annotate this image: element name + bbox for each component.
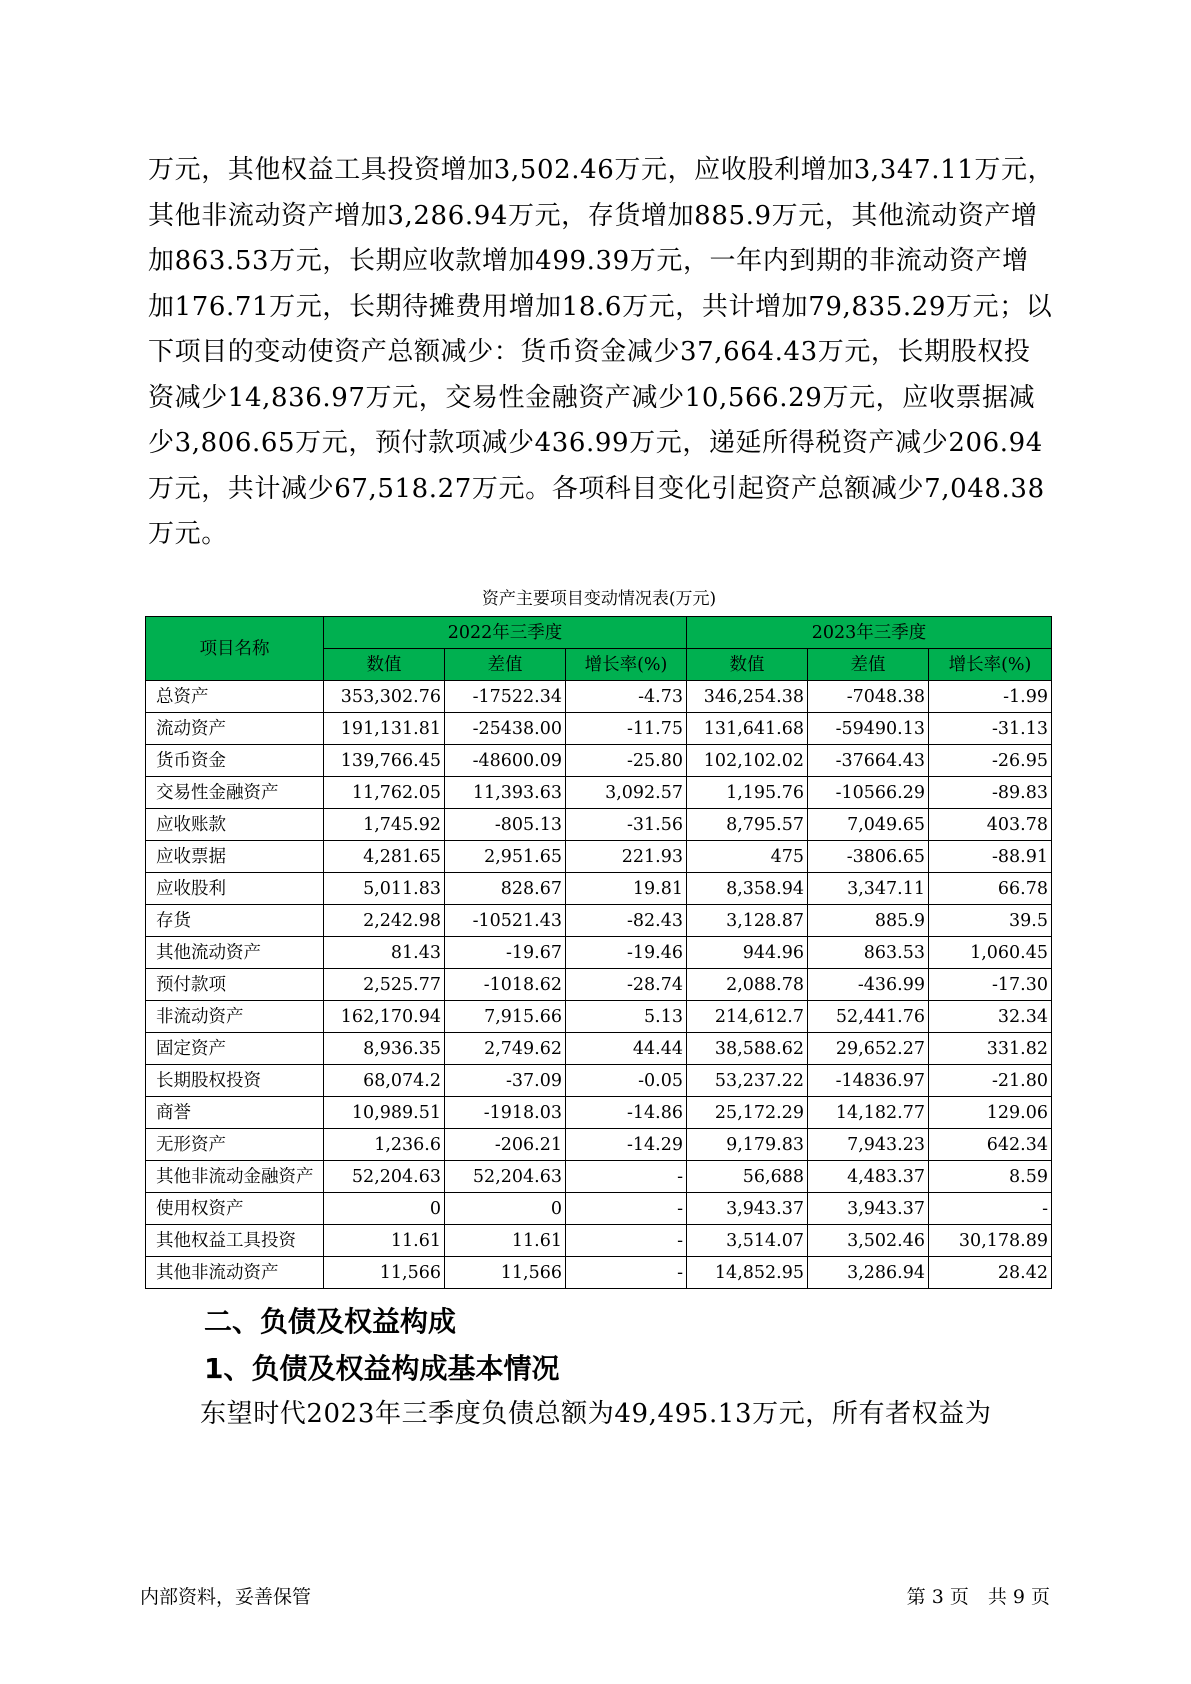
- table-row: [146, 873, 1052, 905]
- cell-v22: 11,762.05: [324, 777, 445, 809]
- cell-v22: 353,302.76: [324, 681, 445, 713]
- cell-v22: 81.43: [324, 937, 445, 969]
- table-row: [146, 745, 1052, 777]
- cell-g23: 39.5: [929, 905, 1052, 937]
- row-item-name: 应收账款: [146, 809, 324, 841]
- cell-d22: -805.13: [445, 809, 566, 841]
- cell-g22: 19.81: [566, 873, 687, 905]
- cell-g23: -26.95: [929, 745, 1052, 777]
- row-item-name: 其他权益工具投资: [146, 1225, 324, 1257]
- cell-v23: 3,128.87: [687, 905, 808, 937]
- paragraph-line: 资减少14,836.97万元，交易性金融资产减少10,566.29万元，应收票据减: [148, 382, 1036, 413]
- row-item-name: 流动资产: [146, 713, 324, 745]
- cell-v23: 2,088.78: [687, 969, 808, 1001]
- cell-d22: -17522.34: [445, 681, 566, 713]
- cell-d22: -1018.62: [445, 969, 566, 1001]
- header-period-2022: 2022年三季度: [324, 617, 687, 649]
- cell-d22: -1918.03: [445, 1097, 566, 1129]
- header-value-2022: 数值: [324, 649, 445, 681]
- cell-d23: 3,286.94: [808, 1257, 929, 1289]
- cell-d22: 11,393.63: [445, 777, 566, 809]
- paragraph-line: 万元，其他权益工具投资增加3,502.46万元，应收股利增加3,347.11万元，: [148, 155, 1055, 185]
- row-item-name: 总资产: [146, 681, 324, 713]
- table-row: [146, 809, 1052, 841]
- cell-v22: 1,236.6: [324, 1129, 445, 1161]
- cell-d22: -206.21: [445, 1129, 566, 1161]
- cell-g23: 28.42: [929, 1257, 1052, 1289]
- cell-v23: 8,358.94: [687, 873, 808, 905]
- table-row: [146, 937, 1052, 969]
- cell-v22: 2,525.77: [324, 969, 445, 1001]
- cell-g22: -28.74: [566, 969, 687, 1001]
- paragraph-line: 万元，共计减少67,518.27万元。各项科目变化引起资产总额减少7,048.38: [148, 473, 1045, 504]
- subsection-heading: 1、负债及权益构成基本情况: [204, 1352, 560, 1385]
- cell-g23: -89.83: [929, 777, 1052, 809]
- header-value-2023: 数值: [687, 649, 808, 681]
- cell-d23: 3,943.37: [808, 1193, 929, 1225]
- cell-d23: 52,441.76: [808, 1001, 929, 1033]
- row-item-name: 使用权资产: [146, 1193, 324, 1225]
- cell-d23: 863.53: [808, 937, 929, 969]
- cell-g22: 221.93: [566, 841, 687, 873]
- cell-d23: 14,182.77: [808, 1097, 929, 1129]
- cell-g23: -17.30: [929, 969, 1052, 1001]
- cell-d23: 3,502.46: [808, 1225, 929, 1257]
- cell-g22: 5.13: [566, 1001, 687, 1033]
- cell-v22: 191,131.81: [324, 713, 445, 745]
- cell-v23: 475: [687, 841, 808, 873]
- cell-d22: -48600.09: [445, 745, 566, 777]
- cell-v22: 52,204.63: [324, 1161, 445, 1193]
- cell-d22: -37.09: [445, 1065, 566, 1097]
- cell-d22: 0: [445, 1193, 566, 1225]
- section-heading: 二、负债及权益构成: [204, 1305, 457, 1338]
- table-row: [146, 1097, 1052, 1129]
- table-row: [146, 681, 1052, 713]
- cell-d23: -59490.13: [808, 713, 929, 745]
- cell-g23: 331.82: [929, 1033, 1052, 1065]
- header-period-2023: 2023年三季度: [687, 617, 1052, 649]
- cell-v23: 131,641.68: [687, 713, 808, 745]
- cell-g23: -: [929, 1193, 1052, 1225]
- paragraph-line: 万元。: [148, 519, 228, 549]
- table-row: [146, 777, 1052, 809]
- cell-v22: 0: [324, 1193, 445, 1225]
- cell-d23: 3,347.11: [808, 873, 929, 905]
- footer-confidential: 内部资料，妥善保管: [140, 1586, 312, 1608]
- cell-g22: -0.05: [566, 1065, 687, 1097]
- cell-d23: 7,049.65: [808, 809, 929, 841]
- cell-g23: -88.91: [929, 841, 1052, 873]
- cell-d22: -19.67: [445, 937, 566, 969]
- cell-g23: 30,178.89: [929, 1225, 1052, 1257]
- paragraph-line: 加176.71万元，长期待摊费用增加18.6万元，共计增加79,835.29万元；以: [148, 291, 1053, 322]
- table-row: [146, 713, 1052, 745]
- cell-g23: 1,060.45: [929, 937, 1052, 969]
- row-item-name: 预付款项: [146, 969, 324, 1001]
- asset-change-table: [145, 616, 1052, 1289]
- table-row: [146, 1065, 1052, 1097]
- cell-g23: -21.80: [929, 1065, 1052, 1097]
- cell-v22: 11.61: [324, 1225, 445, 1257]
- cell-v22: 5,011.83: [324, 873, 445, 905]
- row-item-name: 其他非流动金融资产: [146, 1161, 324, 1193]
- row-item-name: 固定资产: [146, 1033, 324, 1065]
- table-row: [146, 1193, 1052, 1225]
- row-item-name: 应收票据: [146, 841, 324, 873]
- table-row: [146, 1161, 1052, 1193]
- table-row: [146, 1033, 1052, 1065]
- body-paragraph-2: 东望时代2023年三季度负债总额为49,495.13万元，所有者权益为: [200, 1399, 992, 1429]
- cell-v23: 214,612.7: [687, 1001, 808, 1033]
- row-item-name: 应收股利: [146, 873, 324, 905]
- header-growth-2022: 增长率(%): [566, 649, 687, 681]
- cell-v23: 3,514.07: [687, 1225, 808, 1257]
- cell-d23: -14836.97: [808, 1065, 929, 1097]
- cell-d22: 2,951.65: [445, 841, 566, 873]
- cell-g23: 129.06: [929, 1097, 1052, 1129]
- cell-g22: -25.80: [566, 745, 687, 777]
- header-item-name: 项目名称: [146, 617, 324, 681]
- paragraph-line: 加863.53万元，长期应收款增加499.39万元，一年内到期的非流动资产增: [148, 246, 1029, 276]
- cell-d23: 29,652.27: [808, 1033, 929, 1065]
- row-item-name: 交易性金融资产: [146, 777, 324, 809]
- cell-g23: -1.99: [929, 681, 1052, 713]
- cell-v23: 53,237.22: [687, 1065, 808, 1097]
- cell-d23: 7,943.23: [808, 1129, 929, 1161]
- cell-g22: -82.43: [566, 905, 687, 937]
- cell-g22: -11.75: [566, 713, 687, 745]
- paragraph-line: 其他非流动资产增加3,286.94万元，存货增加885.9万元，其他流动资产增: [148, 200, 1038, 231]
- cell-v23: 944.96: [687, 937, 808, 969]
- cell-g22: -14.86: [566, 1097, 687, 1129]
- cell-v22: 2,242.98: [324, 905, 445, 937]
- paragraph-line: 下项目的变动使资产总额减少：货币资金减少37,664.43万元，长期股权投: [148, 337, 1031, 367]
- footer-page-number: 第 3 页 共 9 页: [906, 1586, 1050, 1608]
- cell-d22: -25438.00: [445, 713, 566, 745]
- cell-g22: -14.29: [566, 1129, 687, 1161]
- table-row: [146, 1001, 1052, 1033]
- table-row: [146, 1225, 1052, 1257]
- row-item-name: 长期股权投资: [146, 1065, 324, 1097]
- cell-g22: -31.56: [566, 809, 687, 841]
- cell-v23: 14,852.95: [687, 1257, 808, 1289]
- cell-g22: -: [566, 1193, 687, 1225]
- cell-v23: 3,943.37: [687, 1193, 808, 1225]
- cell-d22: 2,749.62: [445, 1033, 566, 1065]
- cell-d22: -10521.43: [445, 905, 566, 937]
- cell-d23: 4,483.37: [808, 1161, 929, 1193]
- cell-g22: -4.73: [566, 681, 687, 713]
- cell-g22: 44.44: [566, 1033, 687, 1065]
- table-row: [146, 1257, 1052, 1289]
- cell-d23: -7048.38: [808, 681, 929, 713]
- table-row: [146, 905, 1052, 937]
- cell-v22: 68,074.2: [324, 1065, 445, 1097]
- cell-v23: 102,102.02: [687, 745, 808, 777]
- table-row: [146, 969, 1052, 1001]
- cell-g22: -19.46: [566, 937, 687, 969]
- cell-v22: 10,989.51: [324, 1097, 445, 1129]
- row-item-name: 其他非流动资产: [146, 1257, 324, 1289]
- cell-v23: 56,688: [687, 1161, 808, 1193]
- cell-v22: 1,745.92: [324, 809, 445, 841]
- row-item-name: 非流动资产: [146, 1001, 324, 1033]
- row-item-name: 货币资金: [146, 745, 324, 777]
- cell-d22: 11,566: [445, 1257, 566, 1289]
- table-row: [146, 841, 1052, 873]
- table-row: [146, 1129, 1052, 1161]
- cell-g23: 66.78: [929, 873, 1052, 905]
- cell-g22: -: [566, 1225, 687, 1257]
- cell-g22: -: [566, 1257, 687, 1289]
- table-body: [146, 681, 1052, 1289]
- row-item-name: 存货: [146, 905, 324, 937]
- cell-g22: -: [566, 1161, 687, 1193]
- body-paragraph: [148, 148, 1055, 558]
- header-growth-2023: 增长率(%): [929, 649, 1052, 681]
- cell-g23: 642.34: [929, 1129, 1052, 1161]
- cell-g23: -31.13: [929, 713, 1052, 745]
- cell-v22: 139,766.45: [324, 745, 445, 777]
- cell-g22: 3,092.57: [566, 777, 687, 809]
- cell-g23: 403.78: [929, 809, 1052, 841]
- cell-d23: 885.9: [808, 905, 929, 937]
- cell-v23: 346,254.38: [687, 681, 808, 713]
- cell-d23: -436.99: [808, 969, 929, 1001]
- cell-d23: -3806.65: [808, 841, 929, 873]
- cell-g23: 8.59: [929, 1161, 1052, 1193]
- cell-v23: 1,195.76: [687, 777, 808, 809]
- header-diff-2023: 差值: [808, 649, 929, 681]
- paragraph-line: 少3,806.65万元，预付款项减少436.99万元，递延所得税资产减少206.94: [148, 428, 1043, 458]
- cell-d22: 828.67: [445, 873, 566, 905]
- cell-g23: 32.34: [929, 1001, 1052, 1033]
- cell-v23: 8,795.57: [687, 809, 808, 841]
- cell-d22: 11.61: [445, 1225, 566, 1257]
- cell-d22: 7,915.66: [445, 1001, 566, 1033]
- cell-v23: 25,172.29: [687, 1097, 808, 1129]
- cell-d23: -10566.29: [808, 777, 929, 809]
- cell-v22: 162,170.94: [324, 1001, 445, 1033]
- table-caption: 资产主要项目变动情况表(万元): [481, 589, 717, 609]
- cell-d22: 52,204.63: [445, 1161, 566, 1193]
- cell-v23: 38,588.62: [687, 1033, 808, 1065]
- cell-v23: 9,179.83: [687, 1129, 808, 1161]
- cell-v22: 4,281.65: [324, 841, 445, 873]
- row-item-name: 其他流动资产: [146, 937, 324, 969]
- cell-v22: 8,936.35: [324, 1033, 445, 1065]
- cell-v22: 11,566: [324, 1257, 445, 1289]
- cell-d23: -37664.43: [808, 745, 929, 777]
- header-diff-2022: 差值: [445, 649, 566, 681]
- row-item-name: 商誉: [146, 1097, 324, 1129]
- row-item-name: 无形资产: [146, 1129, 324, 1161]
